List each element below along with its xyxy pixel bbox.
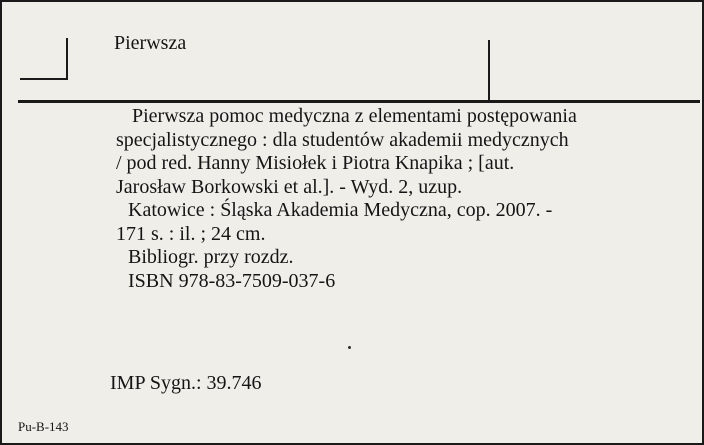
corner-mark-horizontal: [20, 78, 68, 80]
imprint-line: 171 s. : il. ; 24 cm.: [116, 222, 266, 245]
horizontal-rule: [18, 100, 700, 103]
imprint-line: Katowice : Śląska Akademia Medyczna, cop. 2007. -: [128, 199, 553, 221]
note-line: ISBN 978-83-7509-037-6: [128, 269, 336, 292]
bibliographic-description: [116, 105, 661, 293]
ink-dot: [348, 346, 351, 349]
title-line: / pod red. Hanny Misiołek i Piotra Knapika ; [aut.: [116, 152, 515, 174]
card-id: Pu-B-143: [18, 419, 69, 434]
call-number: IMP Sygn.: 39.746: [110, 372, 262, 394]
corner-mark-vertical: [66, 38, 68, 80]
card-heading: Pierwsza: [114, 32, 187, 54]
vertical-rule: [488, 40, 490, 102]
title-line: Pierwsza pomoc medyczna z elementami postępowania: [132, 105, 577, 127]
note-line: Bibliogr. przy rozdz.: [128, 246, 294, 268]
title-line: specjalistycznego : dla studentów akademii medycznych: [116, 128, 569, 151]
title-line: Jarosław Borkowski et al.]. - Wyd. 2, uzup.: [116, 175, 463, 198]
